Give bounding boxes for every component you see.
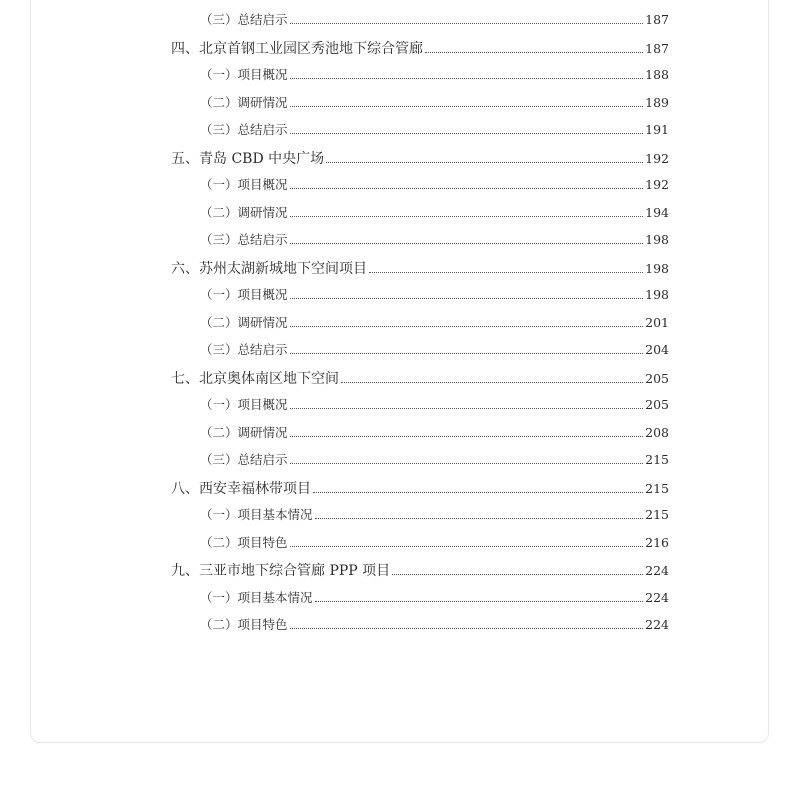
toc-section-entry[interactable] bbox=[171, 368, 669, 388]
toc-dot-leader bbox=[290, 298, 644, 299]
toc-subsection-entry[interactable] bbox=[200, 588, 669, 606]
toc-page-number: 215 bbox=[645, 452, 669, 467]
toc-dot-leader bbox=[313, 492, 643, 493]
toc-page-number: 198 bbox=[645, 232, 669, 247]
toc-entry-title: （三）总结启示 bbox=[200, 232, 288, 247]
toc-subsection-entry[interactable] bbox=[200, 230, 669, 248]
toc-entry-title: 九、三亚市地下综合管廊 PPP 项目 bbox=[171, 563, 391, 579]
toc-section-entry[interactable] bbox=[171, 560, 669, 580]
toc-entry-title: （三）总结启示 bbox=[200, 122, 288, 137]
toc-entry-title: （三）总结启示 bbox=[200, 342, 288, 357]
toc-entry-title: 五、青岛 CBD 中央广场 bbox=[171, 150, 325, 167]
toc-dot-leader bbox=[290, 463, 644, 464]
toc-dot-leader bbox=[290, 23, 644, 24]
toc-subsection-entry[interactable] bbox=[200, 450, 669, 468]
toc-subsection-entry[interactable] bbox=[200, 395, 669, 413]
toc-entry-title: （三）总结启示 bbox=[200, 12, 288, 27]
toc-dot-leader bbox=[290, 353, 644, 354]
toc-page-number: 192 bbox=[645, 177, 669, 192]
toc-dot-leader bbox=[290, 628, 644, 629]
toc-entry-title: （一）项目概况 bbox=[200, 177, 288, 192]
toc-entry-title: （二）项目特色 bbox=[200, 534, 288, 550]
toc-entry-title: 八、西安幸福林带项目 bbox=[171, 480, 311, 497]
toc-page-number: 208 bbox=[645, 424, 669, 440]
toc-entry-title: （二）调研情况 bbox=[200, 94, 288, 110]
toc-entry-title: （一）项目概况 bbox=[200, 287, 288, 302]
toc-page-number: 216 bbox=[645, 534, 669, 550]
toc-section-entry[interactable] bbox=[171, 258, 669, 278]
toc-subsection-entry[interactable] bbox=[200, 505, 669, 523]
toc-entry-title: （二）调研情况 bbox=[200, 314, 288, 330]
toc-dot-leader bbox=[290, 436, 644, 437]
toc-section-entry[interactable] bbox=[171, 478, 669, 498]
toc-dot-leader bbox=[290, 243, 644, 244]
toc-entry-title: （二）调研情况 bbox=[200, 204, 288, 220]
toc-page-number: 187 bbox=[645, 12, 669, 27]
toc-page-number: 204 bbox=[645, 342, 669, 357]
toc-dot-leader bbox=[341, 382, 643, 383]
toc-subsection-entry[interactable] bbox=[200, 313, 669, 331]
toc-section-entry[interactable] bbox=[171, 148, 669, 168]
toc-dot-leader bbox=[290, 106, 644, 107]
toc-subsection-entry[interactable] bbox=[200, 65, 669, 83]
toc-page-number: 205 bbox=[645, 397, 669, 412]
toc-subsection-entry[interactable] bbox=[200, 175, 669, 193]
toc-page-number: 198 bbox=[645, 260, 669, 276]
toc-page-number: 224 bbox=[645, 617, 669, 632]
toc-entry-title: （一）项目基本情况 bbox=[200, 589, 313, 605]
toc-entry-title: 四、北京首钢工业园区秀池地下综合管廊 bbox=[171, 40, 423, 57]
toc-dot-leader bbox=[326, 162, 643, 163]
toc-dot-leader bbox=[392, 574, 643, 575]
toc-section-entry[interactable] bbox=[171, 38, 669, 58]
toc-dot-leader bbox=[290, 78, 644, 79]
toc-subsection-entry[interactable] bbox=[200, 615, 669, 633]
toc-page-number: 192 bbox=[645, 150, 669, 166]
toc-entry-title: （二）项目特色 bbox=[200, 617, 288, 632]
toc-dot-leader bbox=[425, 52, 643, 53]
toc-subsection-entry[interactable] bbox=[200, 10, 669, 28]
toc-entry-title: （一）项目概况 bbox=[200, 67, 288, 82]
toc-dot-leader bbox=[290, 326, 644, 327]
toc-subsection-entry[interactable] bbox=[200, 93, 669, 111]
toc-page-number: 198 bbox=[645, 287, 669, 302]
toc-entry-title: （三）总结启示 bbox=[200, 452, 288, 467]
toc-page-number: 194 bbox=[645, 204, 669, 220]
toc-subsection-entry[interactable] bbox=[200, 120, 669, 138]
toc-dot-leader bbox=[369, 272, 643, 273]
toc-dot-leader bbox=[290, 216, 644, 217]
toc-entry-title: （一）项目概况 bbox=[200, 397, 288, 412]
toc-subsection-entry[interactable] bbox=[200, 285, 669, 303]
toc-dot-leader bbox=[290, 133, 644, 134]
toc-dot-leader bbox=[290, 408, 644, 409]
toc-entry-title: 七、北京奥体南区地下空间 bbox=[171, 370, 339, 387]
toc-page-number: 224 bbox=[645, 563, 669, 578]
toc-page-number: 215 bbox=[645, 507, 669, 522]
toc-page-number: 191 bbox=[645, 122, 669, 137]
toc-page-number: 188 bbox=[645, 67, 669, 82]
toc-entry-title: （一）项目基本情况 bbox=[200, 507, 313, 522]
toc-subsection-entry[interactable] bbox=[200, 423, 669, 441]
toc-page-number: 201 bbox=[645, 314, 669, 330]
toc-subsection-entry[interactable] bbox=[200, 533, 669, 551]
toc-page-number: 215 bbox=[645, 480, 669, 496]
toc-subsection-entry[interactable] bbox=[200, 340, 669, 358]
toc-page-number: 224 bbox=[645, 589, 669, 605]
toc-dot-leader bbox=[315, 518, 644, 519]
toc-subsection-entry[interactable] bbox=[200, 203, 669, 221]
toc-entry-title: （二）调研情况 bbox=[200, 424, 288, 440]
toc-dot-leader bbox=[315, 601, 644, 602]
toc-dot-leader bbox=[290, 546, 644, 547]
toc-page-number: 189 bbox=[645, 94, 669, 110]
toc-dot-leader bbox=[290, 188, 644, 189]
toc-page-number: 187 bbox=[645, 40, 669, 56]
toc-entry-title: 六、苏州太湖新城地下空间项目 bbox=[171, 260, 367, 277]
toc-page-number: 205 bbox=[645, 370, 669, 386]
